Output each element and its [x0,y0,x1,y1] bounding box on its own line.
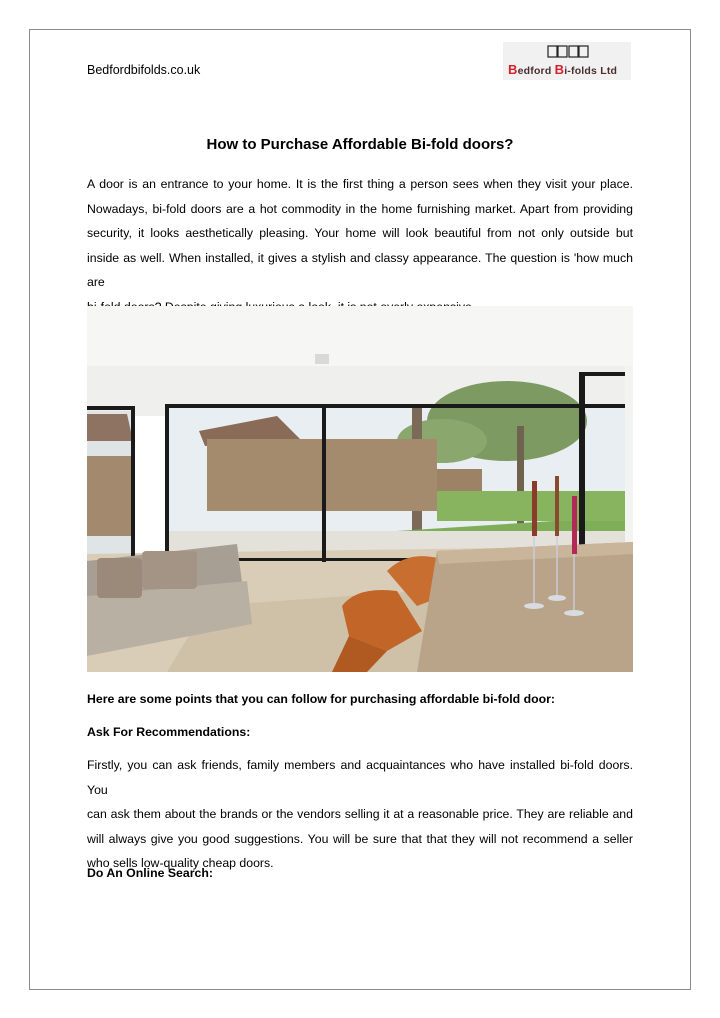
intro-line: inside as well. When installed, it gives a stylish and classy appearance. The question is 'how much are [87,250,633,289]
section1-line: Firstly, you can ask friends, family members and acquaintances who have installed bi-fold doors. You [87,758,633,797]
logo-initial: B [508,62,518,77]
site-url: Bedfordbifolds.co.uk [87,63,201,77]
intro-line: A door is an entrance to your home. It is the first thing a person sees when they visit your place. [87,177,633,191]
section1-line: who sells low-quality cheap doors. [87,856,274,870]
points-heading: Here are some points that you can follow for purchasing affordable bi-fold door: [87,692,556,706]
section1-heading: Ask For Recommendations: [87,725,251,739]
intro-paragraph [87,172,633,319]
company-logo [503,42,631,80]
intro-line: Nowadays, bi-fold doors are a hot commodity in the home furnishing market. Apart from providing [87,201,633,216]
section2-heading: Do An Online Search: [87,866,213,880]
bifold-doors-photo [87,306,633,672]
logo-text [508,62,628,77]
logo-initial-2: B [554,62,565,77]
intro-line: security, it looks aesthetically pleasing. Your home will look beautiful from not only outside but [87,226,633,240]
section1-line: can ask them about the brands or the vendors selling it at a reasonable price. They are reliable and [87,807,633,821]
logo-word-1-visible: edford [517,65,552,77]
section1-line: will always give you good suggestions. You will be sure that that they will not recommend a seller [87,831,633,846]
section1-paragraph [87,753,633,876]
page-title: How to Purchase Affordable Bi-fold doors? [206,136,514,153]
bifold-door-icon [547,45,589,58]
logo-word-2: i-folds Ltd [564,65,618,77]
